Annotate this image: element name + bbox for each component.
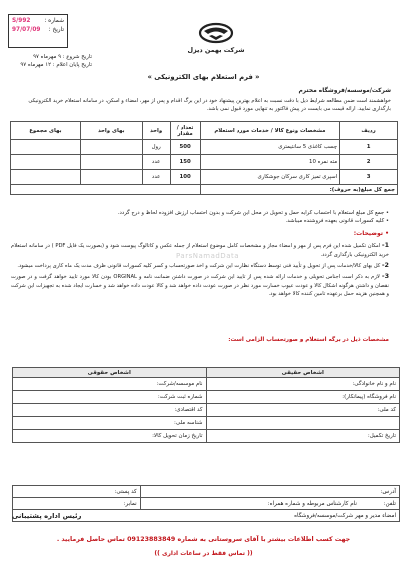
row-unit-price[interactable] [80,155,142,170]
phone-label: تلفن: [383,500,396,507]
number-value: S/992 [12,18,31,24]
fax-field[interactable]: نمابر: [13,498,141,510]
header-description: مشخصات ونوع کالا / خدمات مورد استعلام [200,122,340,140]
address-row [13,486,400,498]
contact-info: جهت کسب اطلاعات بیشتر با آقای سروستانی به شماره 09123883849 تماس حاصل فرمایید . [56,536,351,543]
date-label: تاریخ : [48,27,64,34]
row-unit: رول [142,140,170,155]
table-row [11,140,398,155]
note-text: کلیه کسورات قانونی بعهده فروشنده میباشد. [285,218,385,225]
table-row [11,170,398,185]
explanation-number: 3- [381,271,390,280]
intro-text: خواهشمند است ضمن مطالعه شرایط ذیل با دقت نسبت به اعلام بهترین پیشنهاد خود در این برگ اقدام و پس از مهر، امضاء و اسکن، در سامانه استعلام خرید الکترونیکی بارگذاری نمایید. ارائه قیمت می بایست در پیش فاکتور به تنهایی مورد قبول نمی باشد. [28,98,391,113]
legal-person-field[interactable]: تاریخ زمان تحویل کالا: [13,430,207,443]
party-info-table [12,367,400,443]
party-info-row [13,417,400,430]
end-date: تاریخ پایان اعلام : ۱۲ مهرماه ۹۷ [20,61,92,68]
row-description: چسب کاغذی 5 سانتیمتری [200,140,340,155]
required-info-note: مشخصات ذیل در برگه استعلام و صورتحساب الزامی است: [228,337,389,343]
contact-person-label: نام کارشناس مربوطه و شماره همراه: [267,500,357,507]
row-quantity: 500 [170,140,200,155]
notes-top [14,209,389,226]
explanations-title: • توضیحات: [353,230,389,237]
postal-code-field[interactable]: کد پستی: [13,486,141,498]
legal-person-field[interactable]: شماره ثبت شرکت: [13,391,207,404]
legal-person-field[interactable]: نام موسسه/شرکت: [13,378,207,391]
explanation-item [11,271,389,300]
explanation-number: 1- [381,241,390,249]
row-total[interactable] [11,140,81,155]
explanation-item [11,260,389,271]
row-unit-price[interactable] [80,140,142,155]
legal-person-field[interactable]: کد اقتصادی: [13,404,207,417]
row-total[interactable] [11,155,81,170]
date-value: 97/07/09 [12,27,41,34]
real-person-field[interactable]: نام فروشگاه (پیمانکار): [206,391,400,404]
header-quantity: تعداد / مقدار [170,122,200,140]
real-person-field[interactable]: نام و نام خانوادگی: [206,378,400,391]
sign-field[interactable]: امضاء مدیر و مهر شرکت/موسسه/فروشگاه [13,510,400,522]
explanation-text: لازم به ذکر است اجناس تحویلی و خدمات ارائه شده پس از تایید این شرکت در صورت داشتن ضمانت نامه و ORGINAL بودن کالا مورد تایید خواهد گرفت و در صورت نقصان و داشتن هرگونه اشکال کالا و عودت عیوب خسارت مورد نظر در صورت عودت داده خواهد شد و کالا عودت داده خواهد شد و خسارت ایجاد شده به تجهیزات این شرکت و همچنین هزینه حمل برعهده تامین کننده کالا خواهد بود. [11,273,389,298]
sum-row [11,185,398,195]
party-info-row [13,391,400,404]
header-unit: واحد [142,122,170,140]
row-unit-price[interactable] [80,170,142,185]
row-number: 2 [340,155,398,170]
header-total: بهای مجموع [11,122,81,140]
real-person-field[interactable]: کد ملی: [206,404,400,417]
row-number: 1 [340,140,398,155]
note-text: جمع کل مبلغ استعلام با احتساب کرایه حمل و تحویل در محل این شرکت و بدون احتساب ارزش افزوده لحاظ و درج گردد. [117,210,385,216]
number-label: شماره : [44,18,64,24]
real-person-field[interactable]: تاریخ تکمیل: [206,430,400,443]
table-row [11,155,398,170]
party-info-header [13,368,400,378]
row-unit: عدد [142,155,170,170]
phone-field[interactable] [140,498,399,510]
explanation-text: امکان تکمیل شده این فرم پس از مهر و امضاء مجاز و مشخصات کامل موضوع استعلام از جمله عکس و کاتالوگ پیوست شود و (بصورت یک فایل PDF ) در سامانه استعلام خرید الکترونیکی بارگذاری گردد. [11,243,389,258]
signatory-title: رئیس اداره پشتیبانی [12,512,82,520]
start-date: تاریخ شروع : ۹ مهرماه ۹۷ [33,54,92,60]
explanation-number: 2- [381,260,389,269]
office-hours-note: (( تماس فقط در ساعات اداری )) [154,550,253,557]
explanations-title-text: توضیحات: [353,230,384,237]
explanation-text: کل بهای کالا/خدمات پس از تحویل و تأیید فنی توسط دستگاه نظارت این شرکت و اخذ صورتحساب و کسر کلیه کسورات قانونی ظرف مدت یک ماه کاری پرداخت میشود. [17,262,381,269]
date-row [12,26,64,35]
watermark: ParsNamadData [176,252,240,260]
brand-name: شرکت بهمن دیزل [187,46,245,54]
header-row-number: ردیف [340,122,398,140]
explanations-list [11,240,389,299]
row-quantity: 150 [170,155,200,170]
bahman-diesel-logo-icon [198,22,234,44]
party-info-row [13,430,400,443]
note-item: • جمع کل مبلغ استعلام با احتساب کرایه حمل و تحویل در محل این شرکت و بدون احتساب ارزش افزوده لحاظ و درج گردد. [117,210,389,216]
sum-value[interactable] [11,185,201,195]
row-unit: عدد [142,170,170,185]
real-person-field[interactable] [206,417,400,430]
sum-label: جمع کل مبلغ(به حروف): [200,185,397,195]
header-real-person: اشخاص حقیقی [206,368,400,378]
party-info-row [13,404,400,417]
form-title: « فرم استعلام بهای الکترونیکی » [147,73,260,81]
salutation: شرکت/موسسه/فروشگاه محترم [298,88,391,94]
items-table [10,121,398,195]
number-row [12,17,64,26]
row-description: اسپری تمیز کاری سرکان جوشکاری [200,170,340,185]
row-number: 3 [340,170,398,185]
note-item: • کلیه کسورات قانونی بعهده فروشنده میباشد. [285,218,389,225]
document-meta-box [8,14,68,48]
items-header-row [11,122,398,140]
phone-row [13,498,400,510]
row-quantity: 100 [170,170,200,185]
address-field[interactable]: آدرس: [140,486,399,498]
brand-logo [181,22,251,54]
legal-person-field[interactable]: شناسه ملی: [13,417,207,430]
row-total[interactable] [11,170,81,185]
inquiry-dates [12,54,92,70]
header-legal-person: اشخاص حقوقی [13,368,207,378]
row-description: مته نمره 10 [200,155,340,170]
party-info-row [13,378,400,391]
header-unit-price: بهای واحد [80,122,142,140]
